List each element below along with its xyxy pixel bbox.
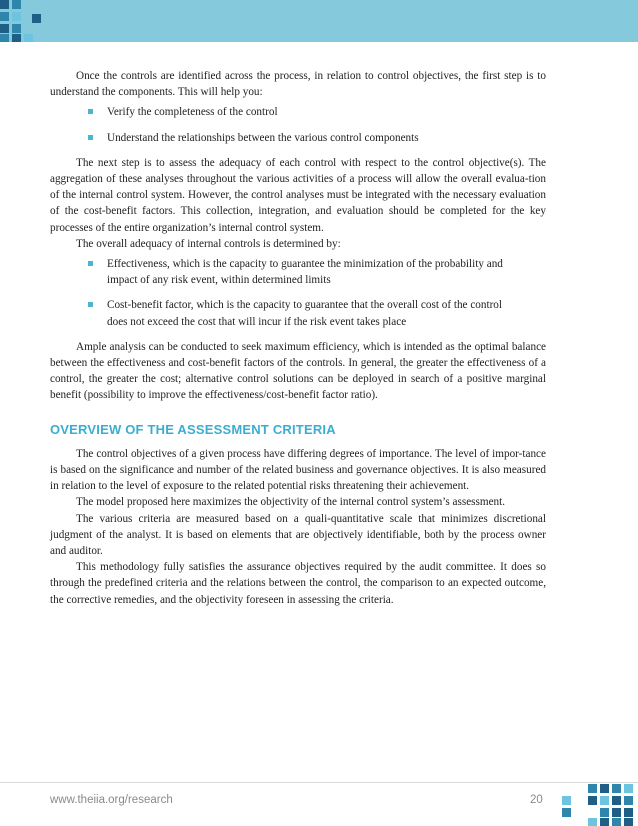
intro-paragraph-4: Ample analysis can be conducted to seek maximum efficiency, which is intended as the optimal balance between the effectiveness and cost-benefit factors of the controls. In general, the greater the effectiveness of a control, the greater the cost; alternative control solutions can be deployed in search of a positive marginal benefit (possibility to improve the effectiveness/cost-benefit factor ratio). xyxy=(50,340,546,402)
page-body xyxy=(50,68,546,608)
section-heading: OVERVIEW OF THE ASSESSMENT CRITERIA xyxy=(50,421,336,437)
section-paragraph-4: This methodology fully satisfies the assurance objectives required by the audit committee. It does so through the predefined criteria and the relations between the control, the comparison to an expected outcome, the corrective remedies, and the objectivity foreseen in assessing the criteria. xyxy=(50,561,546,606)
adequacy-bullet-list xyxy=(50,256,546,330)
intro-paragraph-3: The overall adequacy of internal controls is determined by: xyxy=(76,237,341,250)
list-item: Understand the relationships between the various control components xyxy=(88,130,517,146)
footer-url: www.theiia.org/research xyxy=(50,794,173,806)
footer-square-pattern xyxy=(562,784,638,826)
header-square-pattern xyxy=(0,0,48,42)
intro-paragraph-2: The next step is to assess the adequacy of each control with respect to the control objective(s). The aggregation of these analyses throughout the various activities of a process will allow the overall evalua-tion of the internal control system. However, the control analyses must be integrated with the necessary evaluation of the cost-benefit factors. This collection, integration, and evaluation should be completed for the key processes of the entire organization’s internal control system. xyxy=(50,156,546,234)
list-item: Effectiveness, which is the capacity to guarantee the minimization of the probability and impact of any risk event, within determined limits xyxy=(88,256,517,288)
list-item: Verify the completeness of the control xyxy=(88,104,517,120)
footer-divider xyxy=(0,782,638,783)
intro-paragraph-1: Once the controls are identified across the process, in relation to control objectives, the first step is to understand the components. This will help you: xyxy=(50,70,546,99)
section-paragraph-2: The model proposed here maximizes the objectivity of the internal control system’s assessment. xyxy=(76,496,506,509)
header-band xyxy=(0,0,638,42)
page-number: 20 xyxy=(530,794,543,806)
component-bullet-list xyxy=(50,104,546,145)
section-paragraph-3: The various criteria are measured based on a quali-quantitative scale that minimizes discretional judgment of the analyst. It is based on elements that are objectively identifiable, both by the process owner and auditor. xyxy=(50,512,546,558)
list-item: Cost-benefit factor, which is the capacity to guarantee that the overall cost of the control does not exceed the cost that will incur if the risk event takes place xyxy=(88,297,517,329)
section-paragraph-1: The control objectives of a given process have differing degrees of importance. The level of impor-tance is based on the significance and number of the related business and governance objectives. It is also measured in relation to the level of exposure to the related potential risks threatening their achievement. xyxy=(50,447,546,493)
